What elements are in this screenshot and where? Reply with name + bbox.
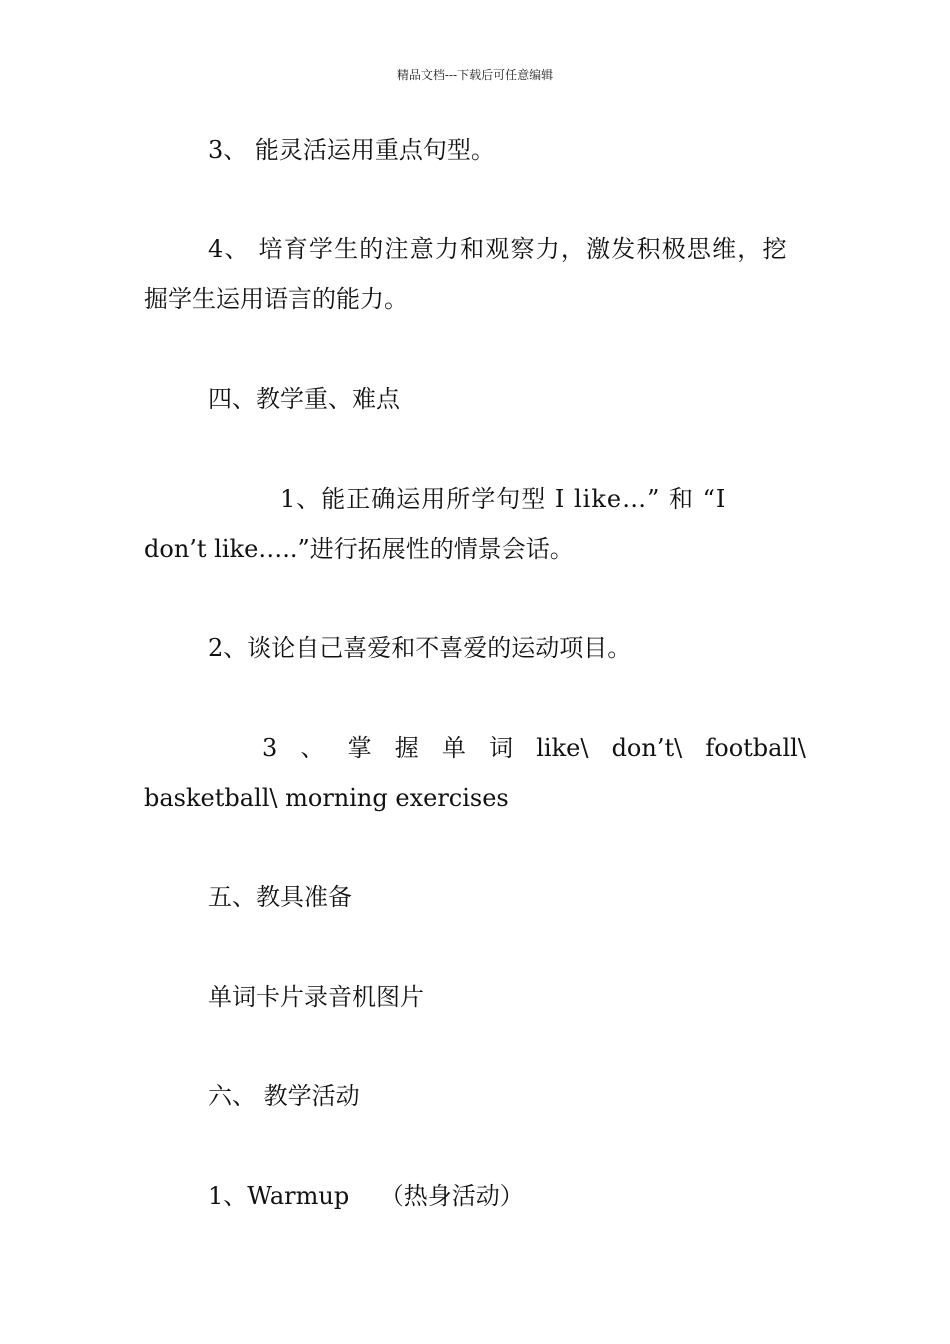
word: 、 (300, 734, 325, 762)
objective-3: 3、 能灵活运用重点句型。 (208, 136, 495, 164)
word: don’t\ (611, 734, 683, 762)
key-point-3-line1 (262, 733, 806, 763)
activity-warmup: 1、Warmup （热身活动） (208, 1182, 524, 1210)
page-header: 精品文档---下载后可任意编辑 (396, 68, 554, 82)
word: like\ (536, 734, 589, 762)
teaching-aids-list: 单词卡片录音机图片 (208, 983, 424, 1011)
word: 握 (394, 734, 419, 762)
section-heading-key-points: 四、教学重、难点 (208, 385, 400, 413)
key-point-3-line2: basketball\ morning exercises (144, 784, 509, 812)
key-point-1-line1: 1、能正确运用所学句型 I like…” 和 “I (280, 485, 727, 513)
objective-4-line1: 4、 培育学生的注意力和观察力，激发积极思维，挖 (208, 235, 788, 263)
word: 掌 (347, 734, 372, 762)
section-heading-teaching-aids: 五、教具准备 (208, 883, 352, 911)
word: 词 (489, 734, 514, 762)
key-point-1-line2: don’t like…..”进行拓展性的情景会话。 (144, 535, 574, 563)
key-point-2: 2、谈论自己喜爱和不喜爱的运动项目。 (208, 634, 632, 662)
word: 单 (441, 734, 466, 762)
word: 3 (262, 734, 278, 762)
section-heading-activities: 六、 教学活动 (208, 1082, 360, 1110)
objective-4-line2: 掘学生运用语言的能力。 (144, 285, 408, 313)
word: football\ (705, 734, 806, 762)
